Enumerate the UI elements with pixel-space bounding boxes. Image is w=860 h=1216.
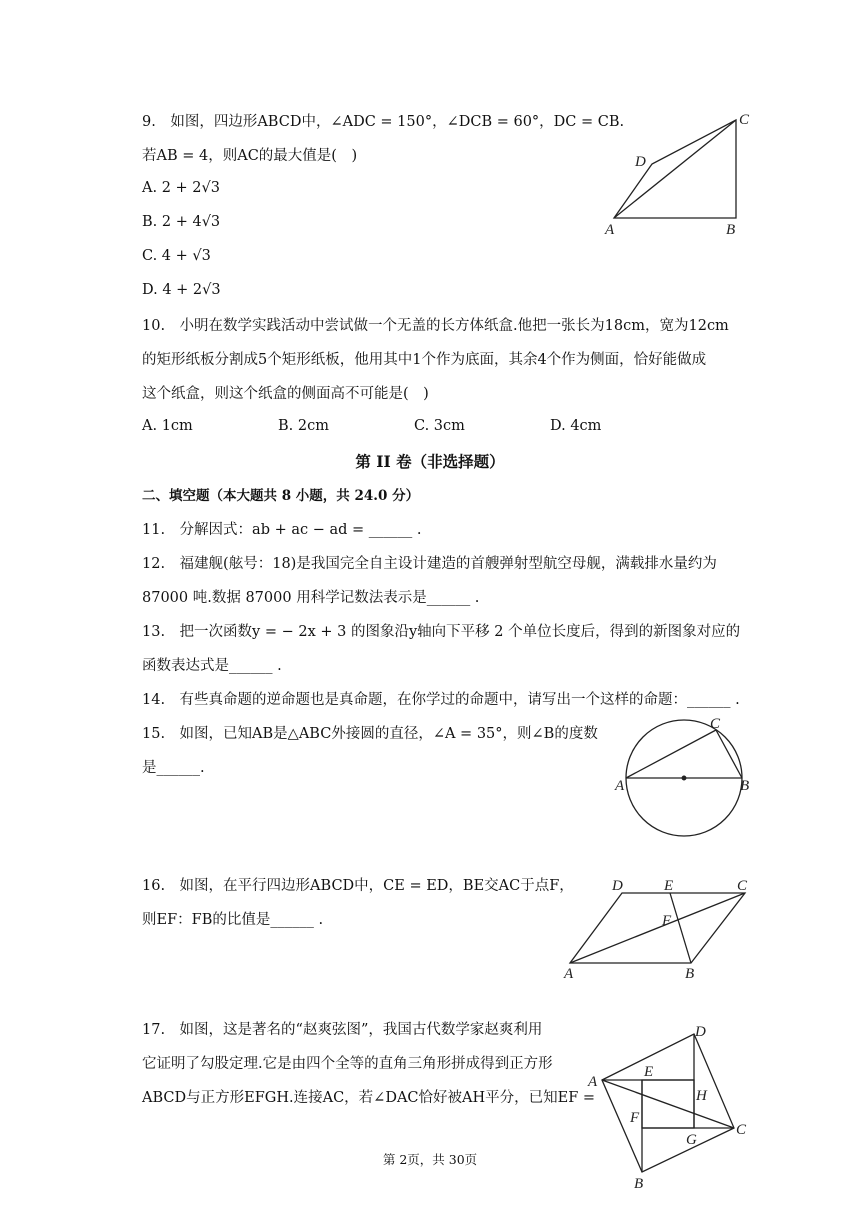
q16-label-b: B xyxy=(685,966,695,982)
section2-header: 二、填空题（本大题共 8 小题，共 24.0 分） xyxy=(142,488,420,504)
q17-line3: ABCD与正方形EFGH.连接AC，若∠DAC恰好被AH平分，已知EF = xyxy=(142,1090,596,1106)
q16-label-f: F xyxy=(662,913,672,929)
q17-label-a: A xyxy=(588,1074,598,1090)
q10-line3: 这个纸盒，则这个纸盒的侧面高不可能是( ) xyxy=(142,386,429,402)
q15-chord-cb xyxy=(716,730,742,778)
q12-line2: 87000 吨.数据 87000 用科学记数法表示是______ . xyxy=(142,590,480,606)
q17-label-g: G xyxy=(686,1132,697,1148)
q9-label-a: A xyxy=(605,222,615,238)
q9-label-d: D xyxy=(635,154,646,170)
q17-line1: 17. 如图，这是著名的“赵爽弦图”，我国古代数学家赵爽利用 xyxy=(142,1022,543,1038)
q15-chord-ac xyxy=(626,730,716,778)
q9-option-d: D. 4 + 2√3 xyxy=(142,282,221,298)
q9-option-c: C. 4 + √3 xyxy=(142,248,211,264)
q17-label-h: H xyxy=(696,1088,707,1104)
q16-line1: 16. 如图，在平行四边形ABCD中，CE = ED，BE交AC于点F， xyxy=(142,878,574,894)
q9-diagonal-ac xyxy=(614,120,736,218)
q16-figure xyxy=(558,874,758,984)
q15-line2: 是______. xyxy=(142,760,205,776)
q16-label-e: E xyxy=(664,878,674,894)
q16-label-a: A xyxy=(564,966,574,982)
q15-label-a: A xyxy=(615,778,625,794)
q10-option-c: C. 3cm xyxy=(414,418,465,434)
q16-label-c: C xyxy=(737,878,748,894)
q13-line2: 函数表达式是______ . xyxy=(142,658,282,674)
q17-label-e: E xyxy=(644,1064,654,1080)
q9-label-c: C xyxy=(739,112,750,128)
q9-line1: 9. 如图，四边形ABCD中，∠ADC = 150°，∠DCB = 60°，DC = CB. xyxy=(142,114,625,130)
q10-line1: 10. 小明在数学实践活动中尝试做一个无盖的长方体纸盒.他把一张长为18cm，宽为12cm xyxy=(142,318,729,334)
q9-line2: 若AB = 4，则AC的最大值是( ) xyxy=(142,148,358,164)
q17-label-b: B xyxy=(634,1176,644,1192)
q15-figure xyxy=(612,716,762,841)
q16-label-d: D xyxy=(612,878,623,894)
q17-line2: 它证明了勾股定理.它是由四个全等的直角三角形拼成得到正方形 xyxy=(142,1056,553,1072)
page-footer: 第 2页，共 30页 xyxy=(382,1152,478,1167)
q9-label-b: B xyxy=(726,222,736,238)
q12-line1: 12. 福建舰(舷号：18)是我国完全自主设计建造的首艘弹射型航空母舰，满载排水量约为 xyxy=(142,556,717,572)
q16-segment-be xyxy=(670,893,691,963)
q15-label-b: B xyxy=(740,778,750,794)
q15-center-dot xyxy=(682,776,686,780)
q17-diagonal-ac xyxy=(602,1080,734,1128)
q10-line2: 的矩形纸板分割成5个矩形纸板，他用其中1个作为底面，其余4个作为侧面，恰好能做成 xyxy=(142,352,707,368)
q16-line2: 则EF：FB的比值是______ . xyxy=(142,912,324,928)
q17-label-f: F xyxy=(630,1110,640,1126)
q9-figure xyxy=(600,108,760,238)
q14-line: 14. 有些真命题的逆命题也是真命题，在你学过的命题中，请写出一个这样的命题：______ . xyxy=(142,692,740,708)
q15-line1: 15. 如图，已知AB是△ABC外接圆的直径，∠A = 35°，则∠B的度数 xyxy=(142,726,598,742)
q10-option-b: B. 2cm xyxy=(278,418,329,434)
q17-label-c: C xyxy=(736,1122,747,1138)
q9-option-a: A. 2 + 2√3 xyxy=(142,180,220,196)
q10-option-d: D. 4cm xyxy=(550,418,602,434)
q13-line1: 13. 把一次函数y = − 2x + 3 的图象沿y轴向下平移 2 个单位长度后，得到的新图象对应的 xyxy=(142,624,741,640)
q9-option-b: B. 2 + 4√3 xyxy=(142,214,221,230)
q10-option-a: A. 1cm xyxy=(142,418,193,434)
q17-label-d: D xyxy=(695,1024,706,1040)
q11-line: 11. 分解因式：ab + ac − ad = ______ . xyxy=(142,522,422,538)
section-title: 第 II 卷（非选择题） xyxy=(355,452,505,471)
q15-label-c: C xyxy=(710,716,721,732)
